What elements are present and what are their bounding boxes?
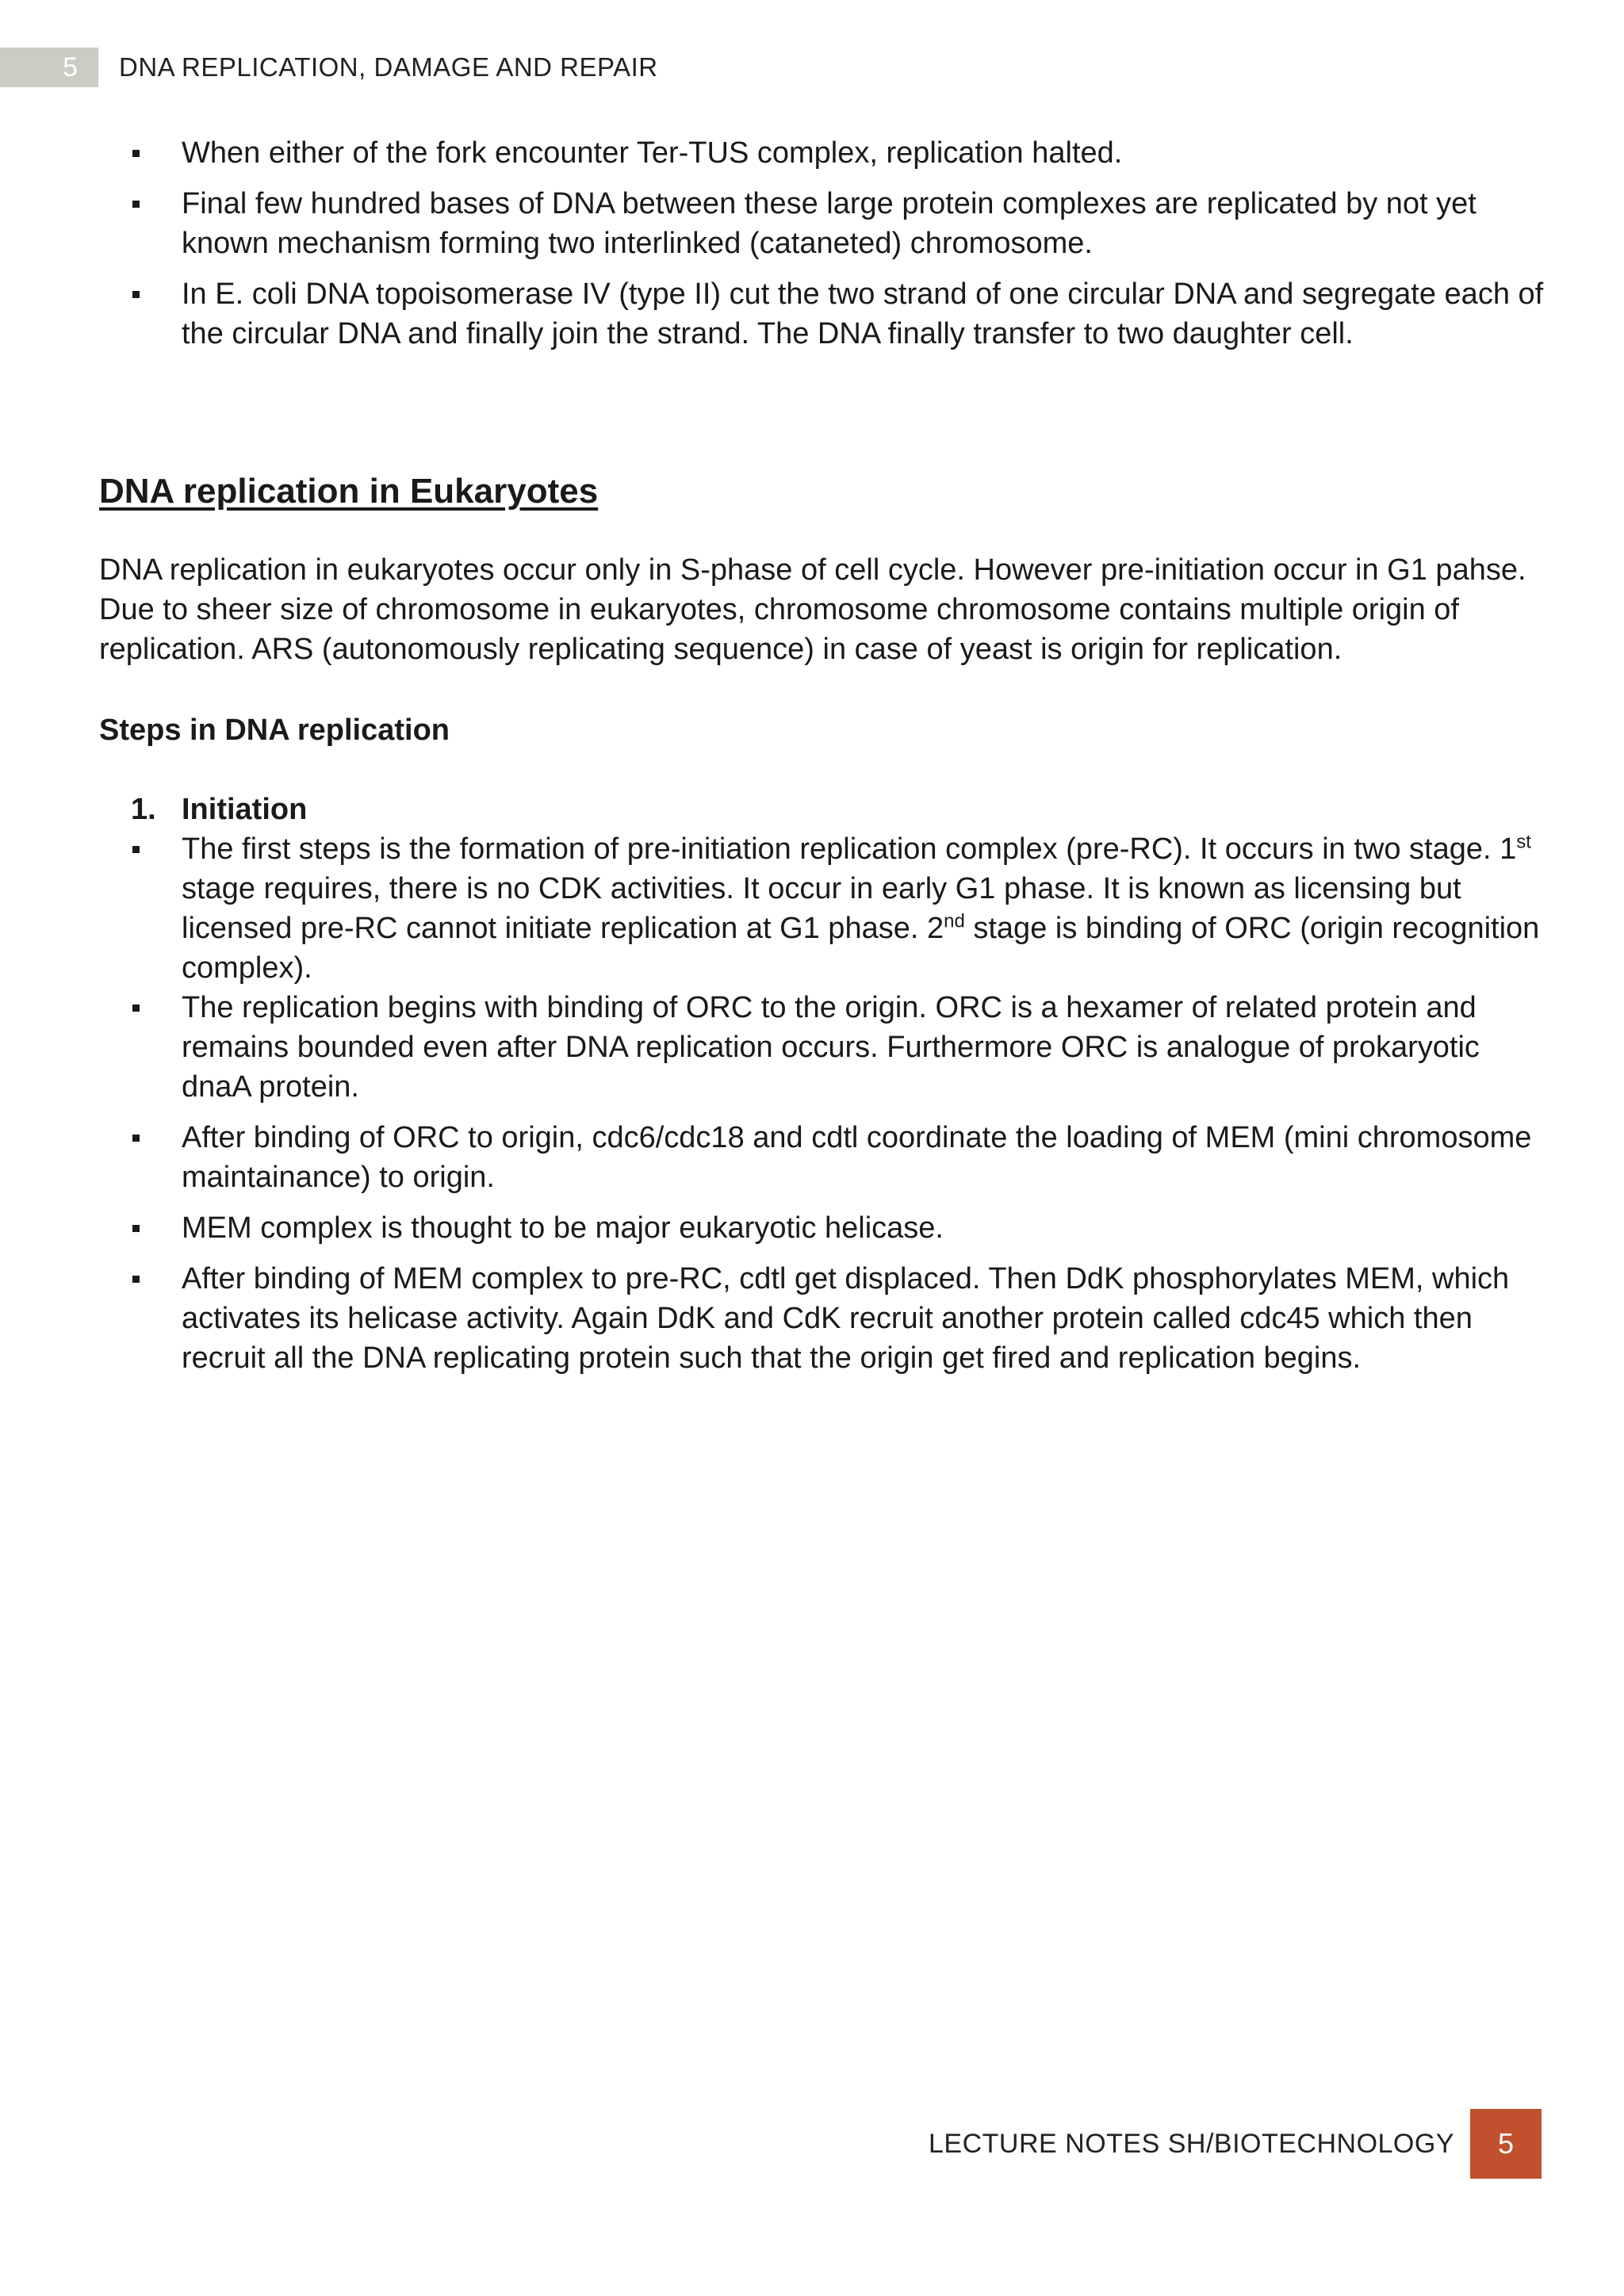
list-item: After binding of MEM complex to pre-RC, cdtl get displaced. Then DdK phosphorylates MEM, which activates its helicase activity. Again DdK and CdK recruit another protein called cdc45 which then recruit all the DNA replicating protein such that the origin get fired and replication begins.	[99, 1259, 1550, 1378]
list-item: When either of the fork encounter Ter-TUS complex, replication halted.	[99, 133, 1550, 173]
list-item: In E. coli DNA topoisomerase IV (type II) cut the two strand of one circular DNA and segregate each of the circular DNA and finally join the strand. The DNA finally transfer to two daughter cell.	[99, 274, 1550, 354]
step-number: 1.	[131, 793, 156, 826]
list-item: The replication begins with binding of ORC to the origin. ORC is a hexamer of related protein and remains bounded even after DNA replication occurs. Furthermore ORC is analogue of prokaryotic dnaA protein.	[99, 988, 1550, 1107]
page-header	[0, 48, 658, 87]
step-label: Initiation	[182, 793, 308, 826]
step-initiation-heading	[99, 790, 1550, 829]
section-title: DNA replication in Eukaryotes	[99, 472, 599, 511]
header-title: DNA REPLICATION, DAMAGE AND REPAIR	[119, 52, 658, 82]
list-item: Final few hundred bases of DNA between these large protein complexes are replicated by not yet known mechanism forming two interlinked (cataneted) chromosome.	[99, 184, 1550, 263]
text-span: stage requires, there is no CDK activities. It occur in early G1 phase. It is known as licensing but licensed pre-RC cannot initiate replication at G1 phase. 2	[182, 872, 1461, 945]
intro-paragraph: DNA replication in eukaryotes occur only in S-phase of cell cycle. However pre-initiation occur in G1 pahse. Due to sheer size of chromosome in eukaryotes, chromosome chromosome contains multiple origin of replication. ARS (autonomously replicating sequence) in case of yeast is origin for replication.	[99, 553, 1526, 666]
page-content	[99, 133, 1550, 1389]
list-item: After binding of ORC to origin, cdc6/cdc18 and cdtl coordinate the loading of MEM (mini chromosome maintainance) to origin.	[99, 1118, 1550, 1197]
steps-heading: Steps in DNA replication	[99, 714, 450, 747]
footer-page-number: 5	[1470, 2109, 1542, 2179]
top-bullet-list	[99, 133, 1550, 354]
text-span: stage is binding of ORC (origin recognition complex).	[182, 912, 1540, 985]
page-footer	[929, 2109, 1542, 2179]
initiation-bullet-list	[99, 829, 1550, 1378]
list-item	[99, 829, 1550, 988]
list-item: MEM complex is thought to be major eukaryotic helicase.	[99, 1208, 1550, 1248]
header-page-number: 5	[0, 48, 98, 87]
superscript: st	[1516, 831, 1531, 853]
footer-text: LECTURE NOTES SH/BIOTECHNOLOGY	[929, 2128, 1454, 2159]
text-span: The first steps is the formation of pre-initiation replication complex (pre-RC). It occurs in two stage. 1	[182, 832, 1517, 866]
superscript: nd	[944, 910, 965, 932]
